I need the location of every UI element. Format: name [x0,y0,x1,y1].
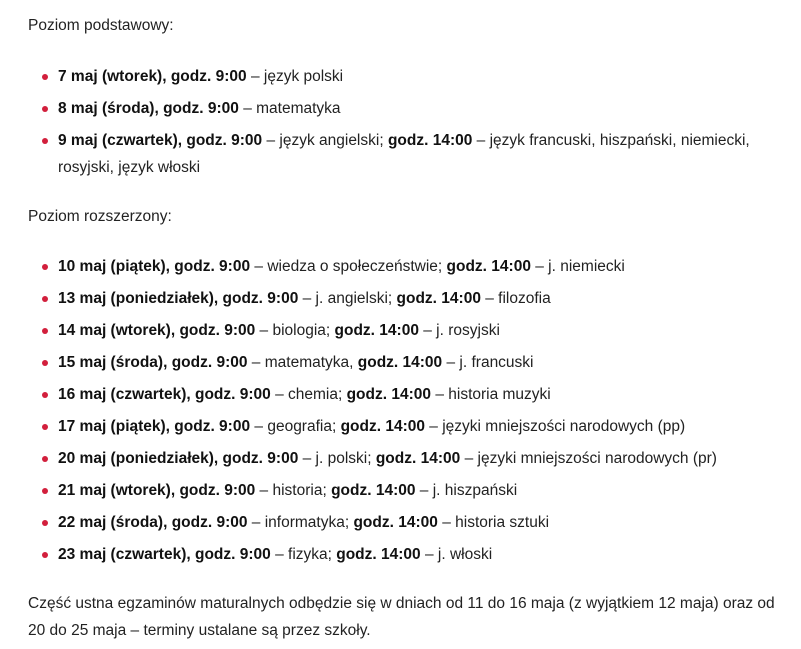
list-item [38,253,778,280]
exam-subject: – fizyka; [270,546,337,563]
exam-subject: – chemia; [270,386,347,403]
exam-date: 15 maj (środa), godz. 9:00 [58,354,248,371]
exam-subject-2: – j. francuski [442,354,534,371]
list-item [38,445,778,472]
list-item [38,95,778,122]
exam-subject: – geografia; [250,418,341,435]
exam-subject-2: – j. niemiecki [530,258,625,275]
basic-exam-list [38,63,778,186]
exam-subject: – biologia; [255,322,335,339]
bullet-icon [42,360,48,366]
bullet-icon [42,74,48,80]
bullet-icon [42,552,48,558]
bullet-icon [42,392,48,398]
basic-level-heading: Poziom podstawowy: [28,17,174,34]
exam-date: 21 maj (wtorek), godz. 9:00 [58,482,256,499]
bullet-icon [42,138,48,144]
exam-date: 17 maj (piątek), godz. 9:00 [58,418,251,435]
bullet-icon [42,456,48,462]
list-item [38,413,778,440]
exam-time-2: godz. 14:00 [340,418,425,435]
list-item [38,285,778,312]
exam-time-2: godz. 14:00 [336,546,421,563]
exam-subject-2: – języki mniejszości narodowych (pp) [425,418,686,435]
exam-subject: – język angielski; [262,132,388,149]
list-item [38,63,778,90]
bullet-icon [42,264,48,270]
exam-date: 7 maj (wtorek), godz. 9:00 [58,68,247,85]
exam-date: 20 maj (poniedziałek), godz. 9:00 [58,450,299,467]
bullet-icon [42,106,48,112]
list-item [38,381,778,408]
exam-subject: – matematyka, [247,354,358,371]
exam-subject: – wiedza o społeczeństwie; [250,258,447,275]
exam-time-2: godz. 14:00 [353,514,438,531]
bullet-icon [42,424,48,430]
bullet-icon [42,488,48,494]
exam-subject: – historia; [255,482,332,499]
list-item [38,317,778,344]
bullet-icon [42,328,48,334]
exam-time-2: godz. 14:00 [331,482,416,499]
bullet-icon [42,296,48,302]
exam-time-2: godz. 14:00 [446,258,531,275]
exam-subject: – język polski [246,68,344,85]
list-item [38,541,778,568]
list-item [38,127,778,181]
exam-subject-2: – historia sztuki [437,514,550,531]
exam-date: 10 maj (piątek), godz. 9:00 [58,258,251,275]
exam-date: 8 maj (środa), godz. 9:00 [58,100,239,117]
extended-exam-list [38,253,778,573]
exam-time-2: godz. 14:00 [375,450,461,467]
exam-subject-2: – filozofia [480,290,551,307]
extended-level-heading: Poziom rozszerzony: [28,208,172,225]
exam-time-2: godz. 14:00 [357,354,443,371]
exam-subject: – informatyka; [247,514,354,531]
bullet-icon [42,520,48,526]
exam-subject: – j. polski; [298,450,376,467]
list-item [38,349,778,376]
exam-subject-2: – j. hiszpański [415,482,518,499]
exam-date: 16 maj (czwartek), godz. 9:00 [58,386,271,403]
exam-time-2: godz. 14:00 [334,322,419,339]
exam-subject-2: – język francuski, hiszpański, niemiecki, rosyjski, język włoski [58,132,750,176]
exam-time-2: godz. 14:00 [396,290,481,307]
oral-exam-note: Część ustna egzaminów maturalnych odbędzie się w dniach od 11 do 16 maja (z wyjątkiem 12 maja) oraz od 20 do 25 maja – terminy ustalane są przez szkoły. [28,595,775,639]
exam-subject-2: – języki mniejszości narodowych (pr) [460,450,717,467]
exam-subject: – matematyka [238,100,341,117]
list-item [38,509,778,536]
exam-date: 13 maj (poniedziałek), godz. 9:00 [58,290,299,307]
exam-date: 23 maj (czwartek), godz. 9:00 [58,546,271,563]
exam-time-2: godz. 14:00 [346,386,432,403]
exam-subject: – j. angielski; [298,290,397,307]
exam-subject-2: – j. włoski [420,546,493,563]
exam-date: 14 maj (wtorek), godz. 9:00 [58,322,256,339]
exam-subject-2: – historia muzyki [431,386,551,403]
exam-date: 22 maj (środa), godz. 9:00 [58,514,248,531]
exam-date: 9 maj (czwartek), godz. 9:00 [58,132,263,149]
list-item [38,477,778,504]
exam-subject-2: – j. rosyjski [418,322,500,339]
exam-time-2: godz. 14:00 [387,132,473,149]
